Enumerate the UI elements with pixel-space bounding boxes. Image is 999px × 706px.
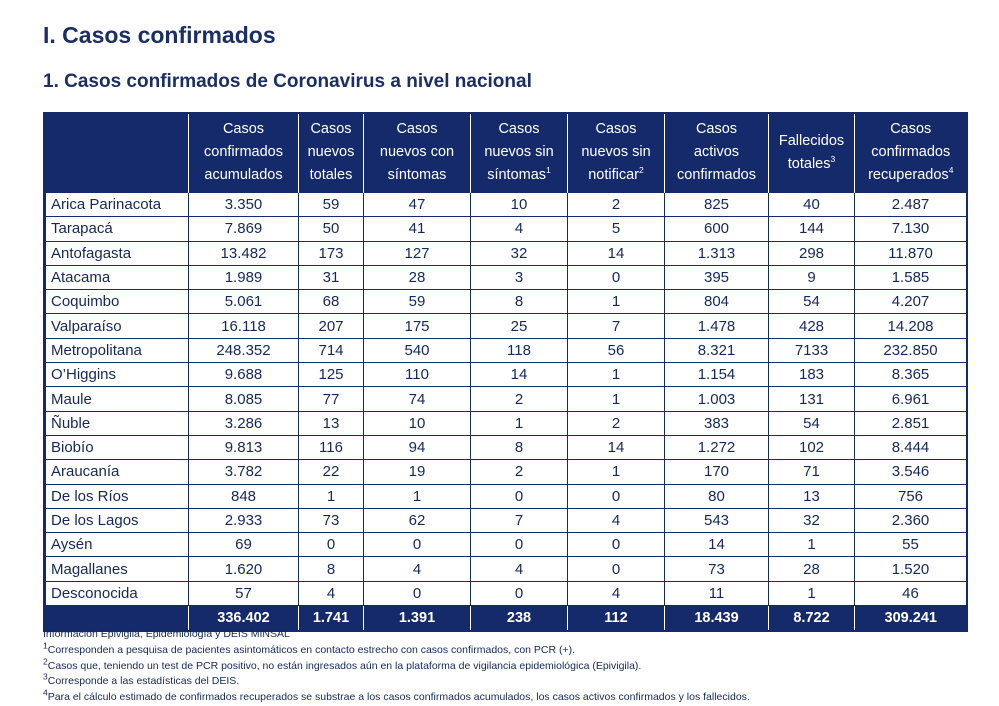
footnote-text: Corresponden a pesquisa de pacientes asintomáticos en contacto estrecho con casos confirmados, con PCR (+). xyxy=(47,643,576,656)
table-cell: 62 xyxy=(364,508,471,532)
region-name-cell: Tarapacá xyxy=(46,217,189,241)
section-subtitle: 1. Casos confirmados de Coronavirus a nivel nacional xyxy=(43,71,532,92)
table-cell: 2 xyxy=(471,387,568,411)
column-header-line: Casos xyxy=(310,121,352,137)
table-cell: 47 xyxy=(364,193,471,217)
region-name-cell: Coquimbo xyxy=(46,290,189,314)
total-cell: 1.391 xyxy=(364,606,471,631)
region-name-cell: Maule xyxy=(46,387,189,411)
table-cell: 2 xyxy=(568,193,665,217)
table-cell: 8 xyxy=(471,290,568,314)
table-cell: 3 xyxy=(471,265,568,289)
table-cell: 8.444 xyxy=(855,435,967,459)
table-cell: 6.961 xyxy=(855,387,967,411)
table-cell: 4 xyxy=(471,557,568,581)
table-cell: 1 xyxy=(568,363,665,387)
table-cell: 1 xyxy=(568,290,665,314)
table-cell: 59 xyxy=(299,193,364,217)
table-cell: 383 xyxy=(665,411,769,435)
table-cell: 14.208 xyxy=(855,314,967,338)
table-row xyxy=(46,460,967,484)
column-header-line: activos xyxy=(693,144,740,160)
region-name-cell: Magallanes xyxy=(46,557,189,581)
column-header-line: Casos xyxy=(396,121,438,137)
table-row xyxy=(46,387,967,411)
table-cell: 3.286 xyxy=(189,411,299,435)
footnote-marker: 2 xyxy=(43,656,48,667)
table-cell: 46 xyxy=(855,581,967,605)
table-cell: 14 xyxy=(568,241,665,265)
column-header-line: síntomas$^1$ xyxy=(487,165,551,183)
column-header-line: Casos xyxy=(695,121,738,137)
footnote-line xyxy=(43,687,973,706)
table-cell: 9 xyxy=(769,265,855,289)
table-cell: 14 xyxy=(471,363,568,387)
table-cell: 8 xyxy=(299,557,364,581)
region-name-cell: Aysén xyxy=(46,533,189,557)
table-cell: 714 xyxy=(299,338,364,362)
table-cell: 0 xyxy=(568,533,665,557)
table-cell: 1.478 xyxy=(665,314,769,338)
footnote-text: Casos que, teniendo un test de PCR positivo, no están ingresados aún en la plataforma de vigilancia epidemiológica (Epivigila). xyxy=(47,659,642,672)
table-cell: 144 xyxy=(769,217,855,241)
table-cell: 3.546 xyxy=(855,460,967,484)
table-cell: 11.870 xyxy=(855,241,967,265)
table-cell: 183 xyxy=(769,363,855,387)
footnotes xyxy=(43,627,973,706)
region-name-cell: De los Lagos xyxy=(46,508,189,532)
table-cell: 80 xyxy=(665,484,769,508)
table-body xyxy=(46,193,967,606)
table-cell: 55 xyxy=(855,533,967,557)
table-cell: 1.989 xyxy=(189,265,299,289)
region-name-cell: De los Ríos xyxy=(46,484,189,508)
table-row xyxy=(46,557,967,581)
table-cell: 4 xyxy=(568,581,665,605)
column-header xyxy=(568,114,665,193)
table-cell: 8.365 xyxy=(855,363,967,387)
footnote-line xyxy=(43,627,973,643)
total-cell: 238 xyxy=(471,606,568,631)
footnote-line xyxy=(43,656,973,675)
total-cell: 112 xyxy=(568,606,665,631)
table-cell: 7.130 xyxy=(855,217,967,241)
table-cell: 540 xyxy=(364,338,471,362)
table-cell: 7 xyxy=(471,508,568,532)
table-cell: 0 xyxy=(471,533,568,557)
column-header-line: recuperados$^4$ xyxy=(868,165,954,183)
table-row xyxy=(46,363,967,387)
table-cell: 170 xyxy=(665,460,769,484)
column-header xyxy=(189,114,299,193)
table-row xyxy=(46,193,967,217)
table-cell: 1.313 xyxy=(665,241,769,265)
column-header-line: Casos xyxy=(498,121,540,137)
cases-table xyxy=(45,114,967,630)
table-cell: 7133 xyxy=(769,338,855,362)
table-cell: 110 xyxy=(364,363,471,387)
column-header-line: notificar$^2$ xyxy=(588,165,644,183)
table-cell: 1 xyxy=(568,387,665,411)
footnote-marker: 4 xyxy=(43,687,48,698)
table-cell: 543 xyxy=(665,508,769,532)
table-cell: 2.933 xyxy=(189,508,299,532)
footnote-marker: 2 xyxy=(639,165,644,176)
table-cell: 4.207 xyxy=(855,290,967,314)
table-cell: 1 xyxy=(471,411,568,435)
table-cell: 11 xyxy=(665,581,769,605)
total-cell: 18.439 xyxy=(665,606,769,631)
region-name-cell: Araucanía xyxy=(46,460,189,484)
region-name-cell: Arica Parinacota xyxy=(46,193,189,217)
footnote-text: Para el cálculo estimado de confirmados recuperados se substrae a los casos confirmados acumulados, los casos activos confirmados y los fallecidos. xyxy=(47,691,750,704)
table-cell: 54 xyxy=(769,411,855,435)
table-cell: 1 xyxy=(769,581,855,605)
column-header-line: nuevos sin xyxy=(581,144,651,160)
region-name-cell: Valparaíso xyxy=(46,314,189,338)
column-header xyxy=(46,114,189,193)
table-cell: 173 xyxy=(299,241,364,265)
cases-table-container xyxy=(43,112,968,632)
table-cell: 1 xyxy=(568,460,665,484)
table-cell: 2 xyxy=(471,460,568,484)
column-header-line: confirmados xyxy=(677,167,756,183)
table-cell: 1.585 xyxy=(855,265,967,289)
table-row xyxy=(46,338,967,362)
total-cell: 8.722 xyxy=(769,606,855,631)
table-row xyxy=(46,533,967,557)
table-cell: 0 xyxy=(299,533,364,557)
column-header xyxy=(665,114,769,193)
table-cell: 116 xyxy=(299,435,364,459)
table-cell: 59 xyxy=(364,290,471,314)
table-cell: 94 xyxy=(364,435,471,459)
table-cell: 56 xyxy=(568,338,665,362)
column-header-line: Casos xyxy=(595,121,637,137)
table-cell: 16.118 xyxy=(189,314,299,338)
table-cell: 175 xyxy=(364,314,471,338)
table-cell: 1 xyxy=(299,484,364,508)
table-header-row xyxy=(46,114,967,193)
table-cell: 1.272 xyxy=(665,435,769,459)
table-cell: 0 xyxy=(364,533,471,557)
column-header-line: acumulados xyxy=(204,167,283,183)
column-header-line: totales xyxy=(309,167,353,183)
table-cell: 7 xyxy=(568,314,665,338)
footnote-text: Información Epivigila, Epidemiología y DEIS MINSAL xyxy=(43,628,290,640)
table-cell: 3.782 xyxy=(189,460,299,484)
table-cell: 804 xyxy=(665,290,769,314)
table-cell: 1.154 xyxy=(665,363,769,387)
table-cell: 118 xyxy=(471,338,568,362)
table-cell: 0 xyxy=(364,581,471,605)
table-row xyxy=(46,241,967,265)
table-cell: 2.851 xyxy=(855,411,967,435)
region-name-cell: Antofagasta xyxy=(46,241,189,265)
table-cell: 0 xyxy=(568,484,665,508)
table-cell: 14 xyxy=(568,435,665,459)
table-cell: 10 xyxy=(471,193,568,217)
table-cell: 8 xyxy=(471,435,568,459)
table-cell: 600 xyxy=(665,217,769,241)
table-cell: 428 xyxy=(769,314,855,338)
table-row xyxy=(46,217,967,241)
table-row xyxy=(46,508,967,532)
table-cell: 41 xyxy=(364,217,471,241)
total-cell: 309.241 xyxy=(855,606,967,631)
table-cell: 73 xyxy=(299,508,364,532)
table-cell: 232.850 xyxy=(855,338,967,362)
table-cell: 125 xyxy=(299,363,364,387)
table-cell: 13 xyxy=(299,411,364,435)
table-cell: 7.869 xyxy=(189,217,299,241)
column-header-line: nuevos sin xyxy=(484,144,554,160)
footnote-line xyxy=(43,671,973,690)
table-cell: 9.688 xyxy=(189,363,299,387)
column-header xyxy=(769,114,855,193)
table-cell: 127 xyxy=(364,241,471,265)
table-cell: 825 xyxy=(665,193,769,217)
column-header xyxy=(471,114,568,193)
region-name-cell: Desconocida xyxy=(46,581,189,605)
table-cell: 298 xyxy=(769,241,855,265)
table-cell: 10 xyxy=(364,411,471,435)
table-row xyxy=(46,265,967,289)
table-cell: 8.321 xyxy=(665,338,769,362)
table-cell: 756 xyxy=(855,484,967,508)
region-name-cell: Atacama xyxy=(46,265,189,289)
region-name-cell: Ñuble xyxy=(46,411,189,435)
column-header-line: Casos xyxy=(222,121,265,137)
table-cell: 68 xyxy=(299,290,364,314)
footnote-marker: 3 xyxy=(43,671,48,682)
region-name-cell: Biobío xyxy=(46,435,189,459)
column-header-line: confirmados xyxy=(204,144,283,160)
table-cell: 40 xyxy=(769,193,855,217)
table-cell: 25 xyxy=(471,314,568,338)
column-header xyxy=(364,114,471,193)
table-cell: 131 xyxy=(769,387,855,411)
table-cell: 395 xyxy=(665,265,769,289)
footnote-line xyxy=(43,640,973,659)
table-cell: 1 xyxy=(769,533,855,557)
column-header-line: Fallecidos xyxy=(778,132,845,149)
table-cell: 1 xyxy=(364,484,471,508)
table-cell: 0 xyxy=(568,557,665,581)
table-row xyxy=(46,435,967,459)
table-cell: 32 xyxy=(471,241,568,265)
table-cell: 0 xyxy=(568,265,665,289)
table-row xyxy=(46,411,967,435)
table-cell: 4 xyxy=(568,508,665,532)
table-cell: 2 xyxy=(568,411,665,435)
footnote-marker: 1 xyxy=(43,640,48,651)
table-cell: 32 xyxy=(769,508,855,532)
table-cell: 1.520 xyxy=(855,557,967,581)
column-header xyxy=(855,114,967,193)
table-cell: 1.003 xyxy=(665,387,769,411)
table-cell: 102 xyxy=(769,435,855,459)
table-cell: 73 xyxy=(665,557,769,581)
total-cell: 1.741 xyxy=(299,606,364,631)
table-row xyxy=(46,290,967,314)
table-cell: 4 xyxy=(471,217,568,241)
footnote-marker: 3 xyxy=(830,153,836,164)
column-header-line: totales$^3$ xyxy=(787,153,836,172)
column-header-line: Casos xyxy=(890,121,932,137)
total-cell: 336.402 xyxy=(189,606,299,631)
table-cell: 13 xyxy=(769,484,855,508)
table-cell: 4 xyxy=(299,581,364,605)
table-cell: 0 xyxy=(471,581,568,605)
column-header-line: confirmados xyxy=(871,144,951,160)
table-cell: 14 xyxy=(665,533,769,557)
table-cell: 13.482 xyxy=(189,241,299,265)
footnote-marker: 1 xyxy=(546,165,551,176)
table-cell: 5 xyxy=(568,217,665,241)
column-header-line: nuevos xyxy=(307,144,355,160)
table-cell: 0 xyxy=(471,484,568,508)
region-name-cell: Metropolitana xyxy=(46,338,189,362)
column-header-line: síntomas xyxy=(387,167,447,183)
table-cell: 71 xyxy=(769,460,855,484)
column-header-line: nuevos con xyxy=(379,144,455,160)
table-cell: 19 xyxy=(364,460,471,484)
table-cell: 50 xyxy=(299,217,364,241)
table-cell: 248.352 xyxy=(189,338,299,362)
column-header xyxy=(299,114,364,193)
table-cell: 28 xyxy=(769,557,855,581)
table-cell: 848 xyxy=(189,484,299,508)
table-cell: 57 xyxy=(189,581,299,605)
table-cell: 54 xyxy=(769,290,855,314)
table-cell: 1.620 xyxy=(189,557,299,581)
table-cell: 9.813 xyxy=(189,435,299,459)
table-cell: 69 xyxy=(189,533,299,557)
table-cell: 28 xyxy=(364,265,471,289)
table-cell: 77 xyxy=(299,387,364,411)
table-cell: 74 xyxy=(364,387,471,411)
table-cell: 31 xyxy=(299,265,364,289)
table-cell: 4 xyxy=(364,557,471,581)
table-cell: 22 xyxy=(299,460,364,484)
table-cell: 8.085 xyxy=(189,387,299,411)
footnote-marker: 4 xyxy=(948,165,954,176)
region-name-cell: O’Higgins xyxy=(46,363,189,387)
page-title: I. Casos confirmados xyxy=(43,22,276,48)
table-row xyxy=(46,314,967,338)
table-cell: 2.360 xyxy=(855,508,967,532)
footnote-text: Corresponde a las estadísticas del DEIS. xyxy=(47,675,240,688)
table-cell: 5.061 xyxy=(189,290,299,314)
table-cell: 207 xyxy=(299,314,364,338)
table-row xyxy=(46,581,967,605)
table-cell: 3.350 xyxy=(189,193,299,217)
table-cell: 2.487 xyxy=(855,193,967,217)
table-row xyxy=(46,484,967,508)
